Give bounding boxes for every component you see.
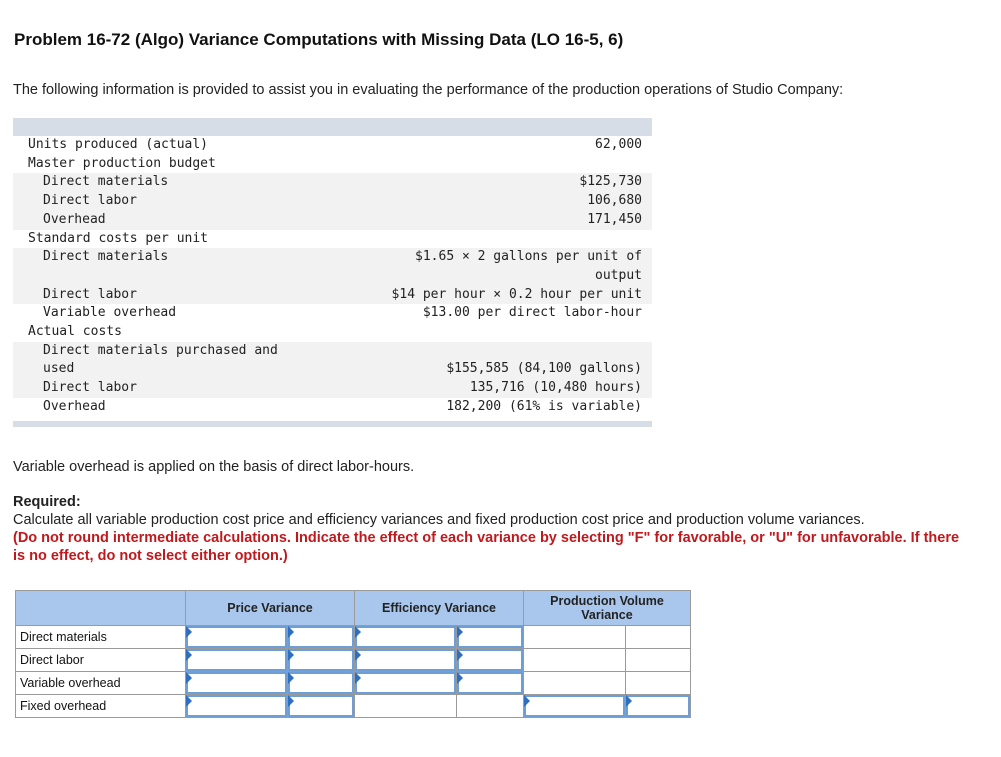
production-volume-variance-header: Production Volume Variance — [524, 591, 691, 626]
given-row — [13, 192, 652, 211]
given-row — [13, 286, 652, 305]
given-value: $14 per hour × 0.2 hour per unit — [391, 286, 642, 302]
efficiency-effect-cell[interactable] — [457, 626, 524, 649]
amount-input-box[interactable] — [186, 626, 287, 648]
effect-select-box[interactable] — [457, 672, 523, 694]
volume-effect-cell[interactable] — [626, 695, 691, 718]
answer-row-label: Direct materials — [16, 626, 186, 649]
given-label: Direct labor — [43, 193, 137, 209]
amount-input[interactable] — [357, 674, 454, 692]
given-value: $1.65 × 2 gallons per unit of — [415, 249, 642, 265]
empty-cell — [524, 649, 625, 671]
given-value: $155,585 (84,100 gallons) — [446, 361, 642, 377]
effect-select[interactable] — [290, 697, 352, 715]
effect-select[interactable] — [459, 674, 521, 692]
empty-cell — [457, 695, 523, 717]
amount-input[interactable] — [357, 628, 454, 646]
given-table-header-bar — [13, 118, 652, 136]
effect-select-box[interactable] — [457, 626, 523, 648]
given-label: Direct materials — [43, 249, 169, 265]
intro-text: The following information is provided to assist you in evaluating the performance of the production operations of Studio Company: — [13, 82, 844, 98]
required-text: Calculate all variable production cost price and efficiency variances and fixed production cost price and production volume variances. — [13, 512, 865, 528]
given-value: $13.00 per direct labor-hour — [422, 305, 642, 321]
volume-amount-cell — [524, 672, 626, 695]
amount-input-box[interactable] — [355, 672, 456, 694]
given-row — [13, 360, 652, 379]
given-label: Direct materials — [43, 174, 169, 190]
effect-select[interactable] — [459, 628, 521, 646]
required-instructions: (Do not round intermediate calculations. Indicate the effect of each variance by selecting "F" for favorable, or "U" for unfavorable. If there is no effect, do not select either option.) — [13, 530, 960, 564]
given-row — [13, 211, 652, 230]
answer-row — [16, 695, 691, 718]
effect-select-box[interactable] — [288, 626, 354, 648]
given-value: 62,000 — [595, 137, 642, 152]
amount-input-box[interactable] — [524, 695, 625, 717]
effect-select-box[interactable] — [626, 695, 690, 717]
given-label: Variable overhead — [43, 305, 177, 321]
amount-input-box[interactable] — [355, 649, 456, 671]
given-label: Direct labor — [43, 380, 137, 396]
efficiency-amount-cell — [355, 695, 457, 718]
answer-row-label: Variable overhead — [16, 672, 186, 695]
effect-select[interactable] — [459, 651, 521, 669]
efficiency-amount-cell[interactable] — [355, 649, 457, 672]
price-effect-cell[interactable] — [288, 672, 355, 695]
required-heading: Required: — [13, 494, 81, 510]
given-row — [13, 155, 652, 174]
given-value: output — [595, 267, 642, 283]
given-row — [13, 136, 652, 155]
empty-cell — [626, 649, 690, 671]
price-effect-cell[interactable] — [288, 626, 355, 649]
price-effect-cell[interactable] — [288, 695, 355, 718]
given-value: 182,200 (61% is variable) — [446, 398, 642, 414]
given-label: Direct materials purchased and — [43, 342, 278, 358]
given-row — [13, 304, 652, 323]
answer-row — [16, 672, 691, 695]
given-row — [13, 267, 652, 286]
effect-select[interactable] — [290, 651, 352, 669]
volume-effect-cell — [626, 649, 691, 672]
empty-cell — [355, 695, 456, 717]
amount-input[interactable] — [188, 651, 285, 669]
amount-input[interactable] — [188, 628, 285, 646]
price-effect-cell[interactable] — [288, 649, 355, 672]
given-label: Master production budget — [28, 155, 216, 171]
volume-amount-cell — [524, 626, 626, 649]
given-row — [13, 323, 652, 342]
volume-amount-cell[interactable] — [524, 695, 626, 718]
effect-select-box[interactable] — [457, 649, 523, 671]
given-row — [13, 342, 652, 361]
efficiency-effect-cell[interactable] — [457, 672, 524, 695]
price-amount-cell[interactable] — [186, 649, 288, 672]
blank-header — [16, 591, 186, 626]
answer-row — [16, 626, 691, 649]
amount-input-box[interactable] — [355, 626, 456, 648]
given-row — [13, 248, 652, 267]
answer-table — [15, 590, 691, 718]
empty-cell — [524, 672, 625, 694]
given-value: 106,680 — [587, 193, 642, 209]
answer-row-label: Fixed overhead — [16, 695, 186, 718]
efficiency-amount-cell[interactable] — [355, 672, 457, 695]
efficiency-variance-header: Efficiency Variance — [355, 591, 524, 626]
given-label: Direct labor — [43, 286, 137, 302]
effect-select-box[interactable] — [288, 695, 354, 717]
price-amount-cell[interactable] — [186, 695, 288, 718]
given-table-footer-bar — [13, 421, 652, 427]
given-label: Overhead — [43, 398, 106, 414]
effect-select-box[interactable] — [288, 672, 354, 694]
empty-cell — [524, 626, 625, 648]
given-label: Units produced (actual) — [28, 137, 209, 152]
overhead-note: Variable overhead is applied on the basis of direct labor-hours. — [13, 459, 415, 475]
amount-input-box[interactable] — [186, 672, 287, 694]
amount-input[interactable] — [357, 651, 454, 669]
answer-row-label: Direct labor — [16, 649, 186, 672]
amount-input[interactable] — [188, 674, 285, 692]
effect-select[interactable] — [290, 628, 352, 646]
given-row — [13, 379, 652, 398]
amount-input-box[interactable] — [186, 695, 287, 717]
given-row — [13, 230, 652, 249]
price-amount-cell[interactable] — [186, 672, 288, 695]
efficiency-amount-cell[interactable] — [355, 626, 457, 649]
given-row — [13, 398, 652, 417]
given-data-table — [13, 118, 652, 427]
volume-effect-cell — [626, 626, 691, 649]
problem-title: Problem 16-72 (Algo) Variance Computations with Missing Data (LO 16-5, 6) — [14, 30, 624, 49]
effect-select[interactable] — [290, 674, 352, 692]
efficiency-effect-cell[interactable] — [457, 649, 524, 672]
effect-select-box[interactable] — [288, 649, 354, 671]
empty-cell — [626, 672, 690, 694]
given-label: Standard costs per unit — [28, 230, 209, 246]
efficiency-effect-cell — [457, 695, 524, 718]
effect-select[interactable] — [628, 697, 688, 715]
given-value: 135,716 (10,480 hours) — [469, 380, 642, 396]
answer-row — [16, 649, 691, 672]
given-label: Actual costs — [28, 324, 122, 340]
price-amount-cell[interactable] — [186, 626, 288, 649]
volume-amount-cell — [524, 649, 626, 672]
empty-cell — [626, 626, 690, 648]
amount-input[interactable] — [188, 697, 285, 715]
amount-input-box[interactable] — [186, 649, 287, 671]
amount-input[interactable] — [526, 697, 623, 715]
given-label: Overhead — [43, 211, 106, 227]
given-value: $125,730 — [579, 174, 642, 190]
given-label: used — [43, 361, 75, 377]
price-variance-header: Price Variance — [186, 591, 355, 626]
given-value: 171,450 — [587, 211, 642, 227]
volume-effect-cell — [626, 672, 691, 695]
given-row — [13, 173, 652, 192]
